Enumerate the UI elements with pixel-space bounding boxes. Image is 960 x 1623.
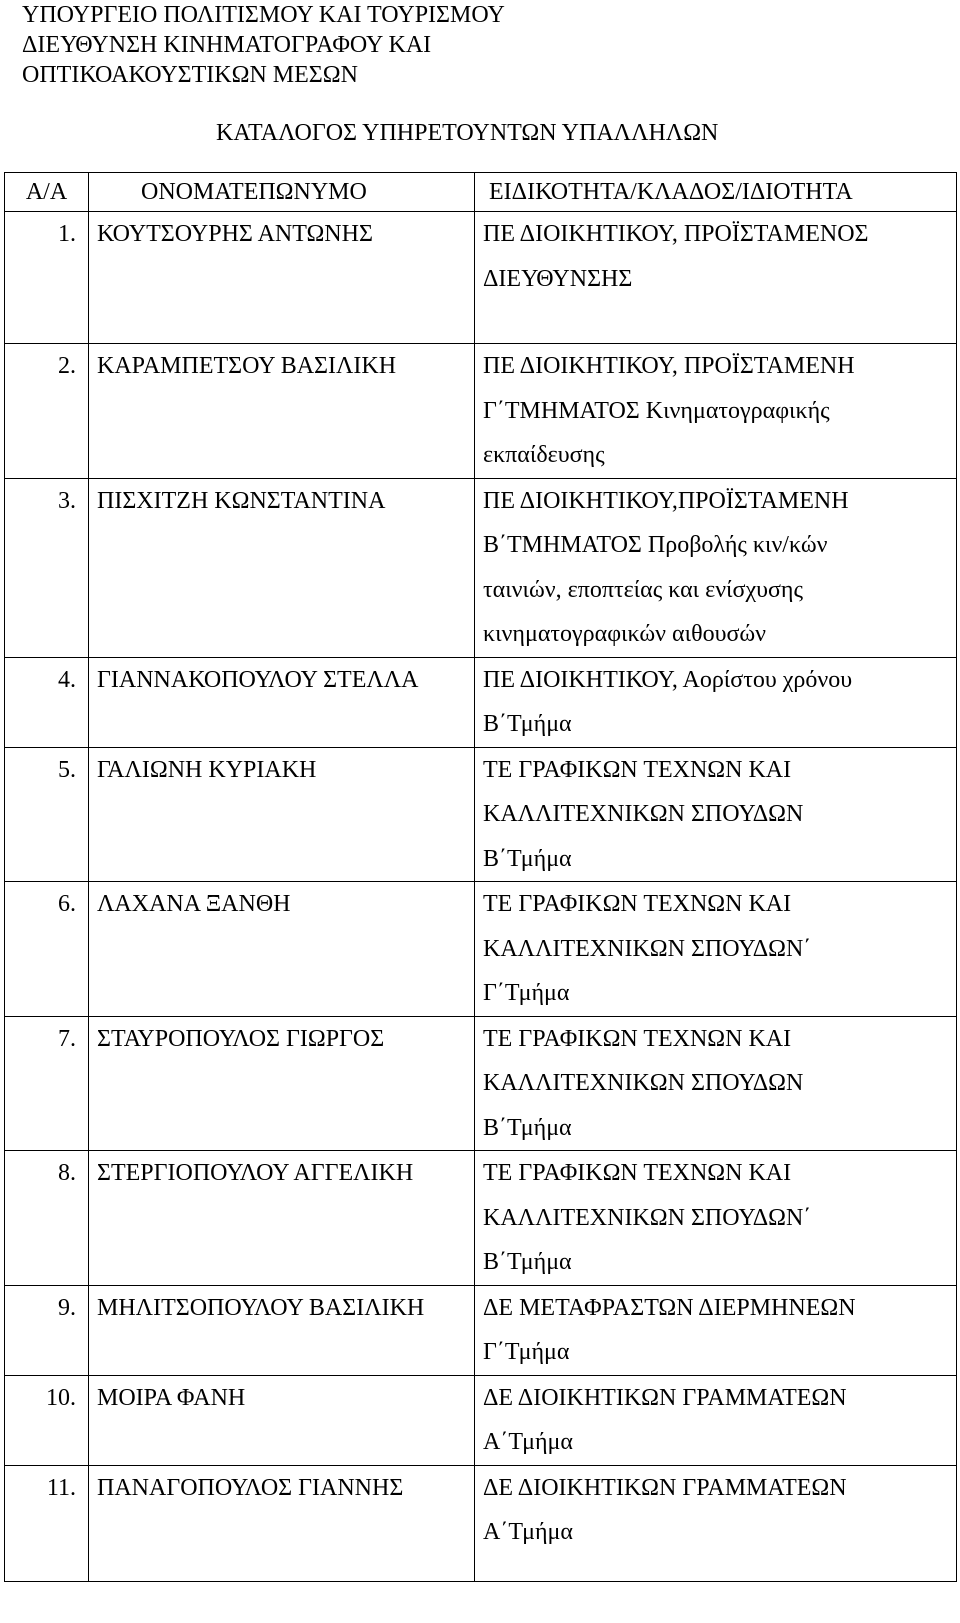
employees-table	[4, 172, 957, 1582]
row-number: 7.	[5, 1016, 89, 1151]
specialty-line: ΔΕ ΜΕΤΑΦΡΑΣΤΩΝ ΔΙΕΡΜΗΝΕΩΝ	[483, 1294, 856, 1321]
employee-specialty	[475, 1375, 957, 1465]
table-row	[5, 344, 957, 479]
employee-specialty	[475, 1465, 957, 1581]
specialty-line: ΔΙΕΥΘΥΝΣΗΣ	[483, 265, 633, 292]
blank-space	[483, 1555, 956, 1581]
specialty-line: Β΄Τμήμα	[483, 1114, 572, 1141]
header-num: Α/Α	[5, 173, 89, 212]
row-number: 10.	[5, 1375, 89, 1465]
employee-name: ΠΙΣΧΙΤΖΗ ΚΩΝΣΤΑΝΤΙΝΑ	[89, 478, 475, 657]
specialty-line: ΚΑΛΛΙΤΕΧΝΙΚΩΝ ΣΠΟΥΔΩΝ΄	[483, 935, 812, 962]
specialty-line: ΤΕ ΓΡΑΦΙΚΩΝ ΤΕΧΝΩΝ ΚΑΙ	[483, 756, 792, 783]
employee-name: ΓΑΛΙΩΝΗ ΚΥΡΙΑΚΗ	[89, 747, 475, 882]
specialty-line: Β΄Τμήμα	[483, 845, 572, 872]
row-number: 9.	[5, 1285, 89, 1375]
table-row	[5, 1151, 957, 1286]
row-number: 2.	[5, 344, 89, 479]
employee-specialty	[475, 1016, 957, 1151]
table-header-row	[5, 173, 957, 212]
table-row	[5, 212, 957, 344]
table-row	[5, 747, 957, 882]
employee-name: ΓΙΑΝΝΑΚΟΠΟΥΛΟΥ ΣΤΕΛΛΑ	[89, 657, 475, 747]
specialty-line: Β΄ΤΜΗΜΑΤΟΣ Προβολής κιν/κών	[483, 532, 828, 558]
specialty-line: ταινιών, εποπτείας και ενίσχυσης	[483, 576, 803, 603]
header-spec: ΕΙΔΙΚΟΤΗΤΑ/ΚΛΑΔΟΣ/ΙΔΙΟΤΗΤΑ	[475, 173, 957, 212]
blank-space	[483, 301, 956, 343]
specialty-line: ΠΕ ΔΙΟΙΚΗΤΙΚΟΥ, ΠΡΟΪΣΤΑΜΕΝΗ	[483, 353, 855, 379]
employee-name: ΛΑΧΑΝΑ ΞΑΝΘΗ	[89, 882, 475, 1017]
employee-name: ΚΑΡΑΜΠΕΤΣΟΥ ΒΑΣΙΛΙΚΗ	[89, 344, 475, 479]
specialty-line: ΠΕ ΔΙΟΙΚΗΤΙΚΟΥ, ΠΡΟΪΣΤΑΜΕΝΟΣ	[483, 221, 869, 247]
employee-specialty	[475, 747, 957, 882]
org-line-2: ΔΙΕΥΘΥΝΣΗ ΚΙΝΗΜΑΤΟΓΡΑΦΟΥ ΚΑΙ	[22, 32, 432, 58]
employee-specialty	[475, 1151, 957, 1286]
table-row	[5, 1375, 957, 1465]
specialty-line: Α΄Τμήμα	[483, 1429, 573, 1455]
specialty-line: ΤΕ ΓΡΑΦΙΚΩΝ ΤΕΧΝΩΝ ΚΑΙ	[483, 1025, 792, 1052]
employee-name: ΜΗΛΙΤΣΟΠΟΥΛΟΥ ΒΑΣΙΛΙΚΗ	[89, 1285, 475, 1375]
specialty-line: ΚΑΛΛΙΤΕΧΝΙΚΩΝ ΣΠΟΥΔΩΝ	[483, 1070, 804, 1096]
specialty-line: Β΄Τμήμα	[483, 711, 572, 737]
employee-specialty	[475, 882, 957, 1017]
employee-specialty	[475, 478, 957, 657]
specialty-line: ΚΑΛΛΙΤΕΧΝΙΚΩΝ ΣΠΟΥΔΩΝ΄	[483, 1204, 812, 1231]
table-row	[5, 1285, 957, 1375]
specialty-line: Α΄Τμήμα	[483, 1519, 573, 1545]
org-line-3: ΟΠΤΙΚΟΑΚΟΥΣΤΙΚΩΝ ΜΕΣΩΝ	[22, 62, 358, 88]
organization-header	[22, 0, 505, 90]
employee-specialty	[475, 657, 957, 747]
employee-name: ΣΤΕΡΓΙΟΠΟΥΛΟΥ ΑΓΓΕΛΙΚΗ	[89, 1151, 475, 1286]
specialty-line: ΠΕ ΔΙΟΙΚΗΤΙΚΟΥ,ΠΡΟΪΣΤΑΜΕΝΗ	[483, 487, 849, 514]
specialty-line: ΔΕ ΔΙΟΙΚΗΤΙΚΩΝ ΓΡΑΜΜΑΤΕΩΝ	[483, 1384, 847, 1411]
row-number: 4.	[5, 657, 89, 747]
specialty-line: Γ΄ΤΜΗΜΑΤΟΣ Κινηματογραφικής	[483, 397, 830, 424]
employee-specialty	[475, 344, 957, 479]
table-row	[5, 478, 957, 657]
specialty-line: εκπαίδευσης	[483, 442, 605, 468]
employee-name: ΣΤΑΥΡΟΠΟΥΛΟΣ ΓΙΩΡΓΟΣ	[89, 1016, 475, 1151]
employee-name: ΜΟΙΡΑ ΦΑΝΗ	[89, 1375, 475, 1465]
specialty-line: Γ΄Τμήμα	[483, 1339, 570, 1365]
table-row	[5, 657, 957, 747]
row-number: 5.	[5, 747, 89, 882]
specialty-line: ΤΕ ΓΡΑΦΙΚΩΝ ΤΕΧΝΩΝ ΚΑΙ	[483, 1160, 792, 1186]
specialty-line: Β΄Τμήμα	[483, 1249, 572, 1275]
header-name: ΟΝΟΜΑΤΕΠΩΝΥΜΟ	[89, 173, 475, 212]
specialty-line: ΤΕ ΓΡΑΦΙΚΩΝ ΤΕΧΝΩΝ ΚΑΙ	[483, 891, 792, 917]
employee-specialty	[475, 1285, 957, 1375]
specialty-line: ΚΑΛΛΙΤΕΧΝΙΚΩΝ ΣΠΟΥΔΩΝ	[483, 801, 804, 827]
row-number: 8.	[5, 1151, 89, 1286]
table-row	[5, 882, 957, 1017]
specialty-line: ΠΕ ΔΙΟΙΚΗΤΙΚΟΥ, Αορίστου χρόνου	[483, 666, 853, 693]
row-number: 11.	[5, 1465, 89, 1581]
document-title: ΚΑΤΑΛΟΓΟΣ ΥΠΗΡΕΤΟΥΝΤΩΝ ΥΠΑΛΛΗΛΩΝ	[216, 120, 719, 146]
employee-name: ΠΑΝΑΓΟΠΟΥΛΟΣ ΓΙΑΝΝΗΣ	[89, 1465, 475, 1581]
employee-specialty	[475, 212, 957, 344]
specialty-line: Γ΄Τμήμα	[483, 980, 570, 1006]
table-row	[5, 1016, 957, 1151]
row-number: 1.	[5, 212, 89, 344]
row-number: 3.	[5, 478, 89, 657]
row-number: 6.	[5, 882, 89, 1017]
org-line-1: ΥΠΟΥΡΓΕΙΟ ΠΟΛΙΤΙΣΜΟΥ ΚΑΙ ΤΟΥΡΙΣΜΟΥ	[22, 2, 505, 28]
specialty-line: κινηματογραφικών αιθουσών	[483, 621, 767, 647]
employee-name: ΚΟΥΤΣΟΥΡΗΣ ΑΝΤΩΝΗΣ	[89, 212, 475, 344]
specialty-line: ΔΕ ΔΙΟΙΚΗΤΙΚΩΝ ΓΡΑΜΜΑΤΕΩΝ	[483, 1474, 847, 1501]
table-row	[5, 1465, 957, 1581]
